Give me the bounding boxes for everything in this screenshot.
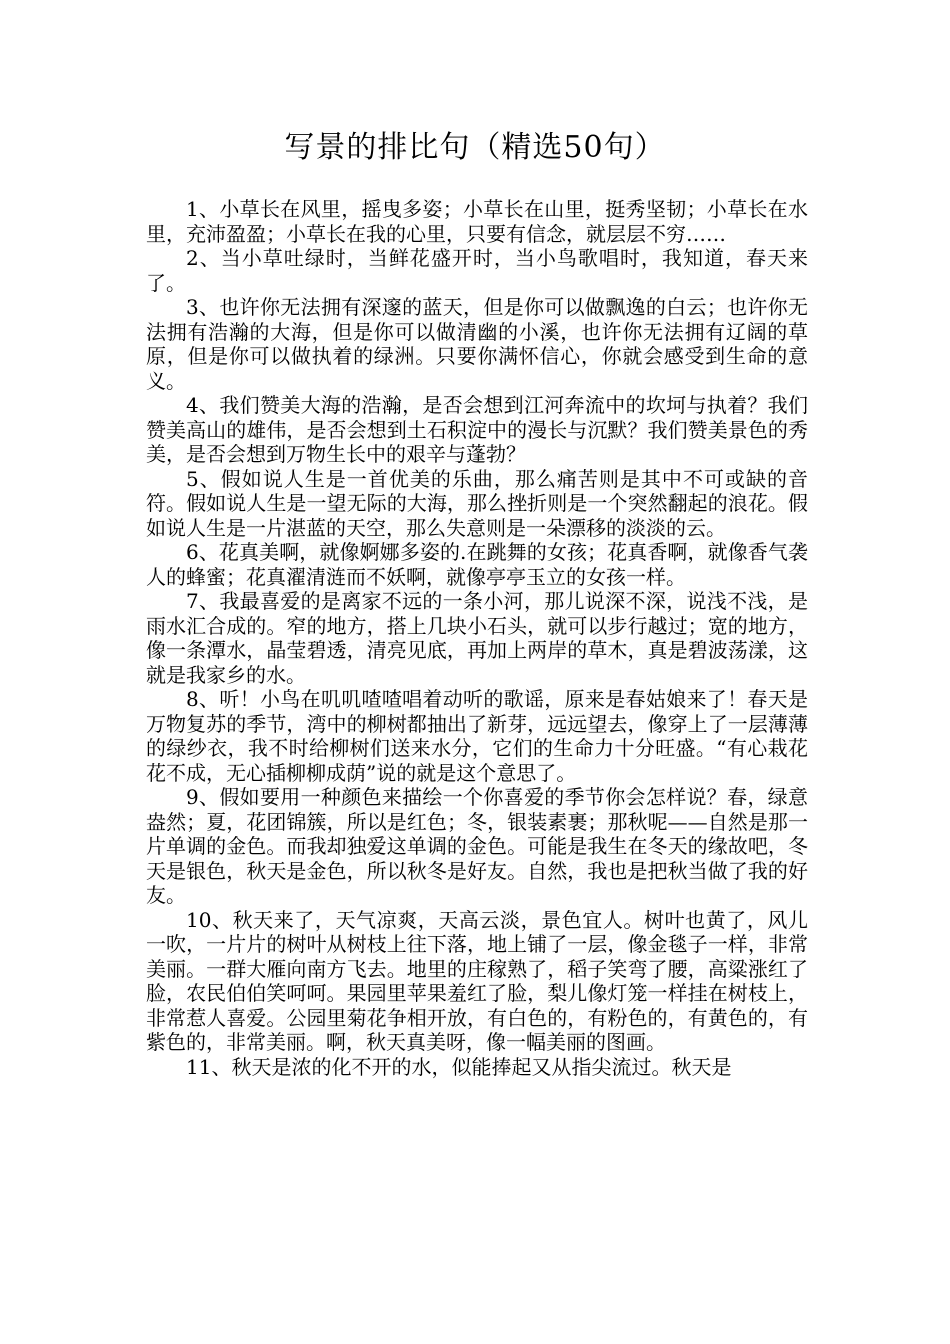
paragraph-3: 3、也许你无法拥有深邃的蓝天，但是你可以做飘逸的白云；也许你无法拥有浩瀚的大海，但是你可以做清幽的小溪，也许你无法拥有辽阔的草原，但是你可以做执着的绿洲。只要你满怀信心，你就会感受到生命的意义。 (146, 295, 808, 393)
paragraph-11: 11、秋天是浓的化不开的水，似能捧起又从指尖流过。秋天是 (186, 1054, 732, 1079)
paragraph-8: 8、听！小鸟在叽叽喳喳唱着动听的歌谣，原来是春姑娘来了！春天是万物复苏的季节，湾中的柳树都抽出了新芽，远远望去，像穿上了一层薄薄的绿纱衣，我不时给柳树们送来水分，它们的生命力十分旺盛。“有心栽花花不成，无心插柳柳成荫”说的就是这个意思了。 (146, 687, 808, 785)
paragraph-2: 2、当小草吐绿时，当鲜花盛开时，当小鸟歌唱时，我知道，春天来了。 (146, 246, 808, 295)
paragraph-9: 9、假如要用一种颜色来描绘一个你喜爱的季节你会怎样说？春，绿意盎然；夏，花团锦簇，所以是红色；冬，银装素裹；那秋呢——自然是那一片单调的金色。而我却独爱这单调的金色。可能是我生在冬天的缘故吧，冬天是银色，秋天是金色，所以秋冬是好友。自然，我也是把秋当做了我的好友。 (146, 785, 808, 907)
paragraph-5: 5、假如说人生是一首优美的乐曲，那么痛苦则是其中不可或缺的音符。假如说人生是一望无际的大海，那么挫折则是一个突然翻起的浪花。假如说人生是一片湛蓝的天空，那么失意则是一朵漂移的淡淡的云。 (146, 466, 808, 540)
document-title: 写景的排比句（精选50句） (284, 130, 666, 165)
paragraph-7: 7、我最喜爱的是离家不远的一条小河，那儿说深不深，说浅不浅，是雨水汇合成的。窄的地方，搭上几块小石头，就可以步行越过；宽的地方，像一条潭水，晶莹碧透，清亮见底，再加上两岸的草木，真是碧波荡漾，这就是我家乡的水。 (146, 589, 808, 687)
document-body (146, 197, 808, 1079)
paragraph-1: 1、小草长在风里，摇曳多姿；小草长在山里，挺秀坚韧；小草长在水里，充沛盈盈；小草长在我的心里，只要有信念，就层层不穷…… (146, 197, 808, 246)
paragraph-4: 4、我们赞美大海的浩瀚，是否会想到江河奔流中的坎坷与执着？我们赞美高山的雄伟，是否会想到土石积淀中的漫长与沉默？我们赞美景色的秀美，是否会想到万物生长中的艰辛与蓬勃？ (146, 393, 808, 466)
paragraph-10: 10、秋天来了，天气凉爽，天高云淡，景色宜人。树叶也黄了，风儿一吹，一片片的树叶从树枝上往下落，地上铺了一层，像金毯子一样，非常美丽。一群大雁向南方飞去。地里的庄稼熟了，稻子笑弯了腰，高粱涨红了脸，农民伯伯笑呵呵。果园里苹果羞红了脸，梨儿像灯笼一样挂在树枝上，非常惹人喜爱。公园里菊花争相开放，有白色的，有粉色的，有黄色的，有紫色的，非常美丽。啊，秋天真美呀，像一幅美丽的图画。 (146, 907, 808, 1054)
paragraph-6: 6、花真美啊，就像婀娜多姿的.在跳舞的女孩；花真香啊，就像香气袭人的蜂蜜；花真濯清涟而不妖啊，就像亭亭玉立的女孩一样。 (146, 540, 808, 589)
